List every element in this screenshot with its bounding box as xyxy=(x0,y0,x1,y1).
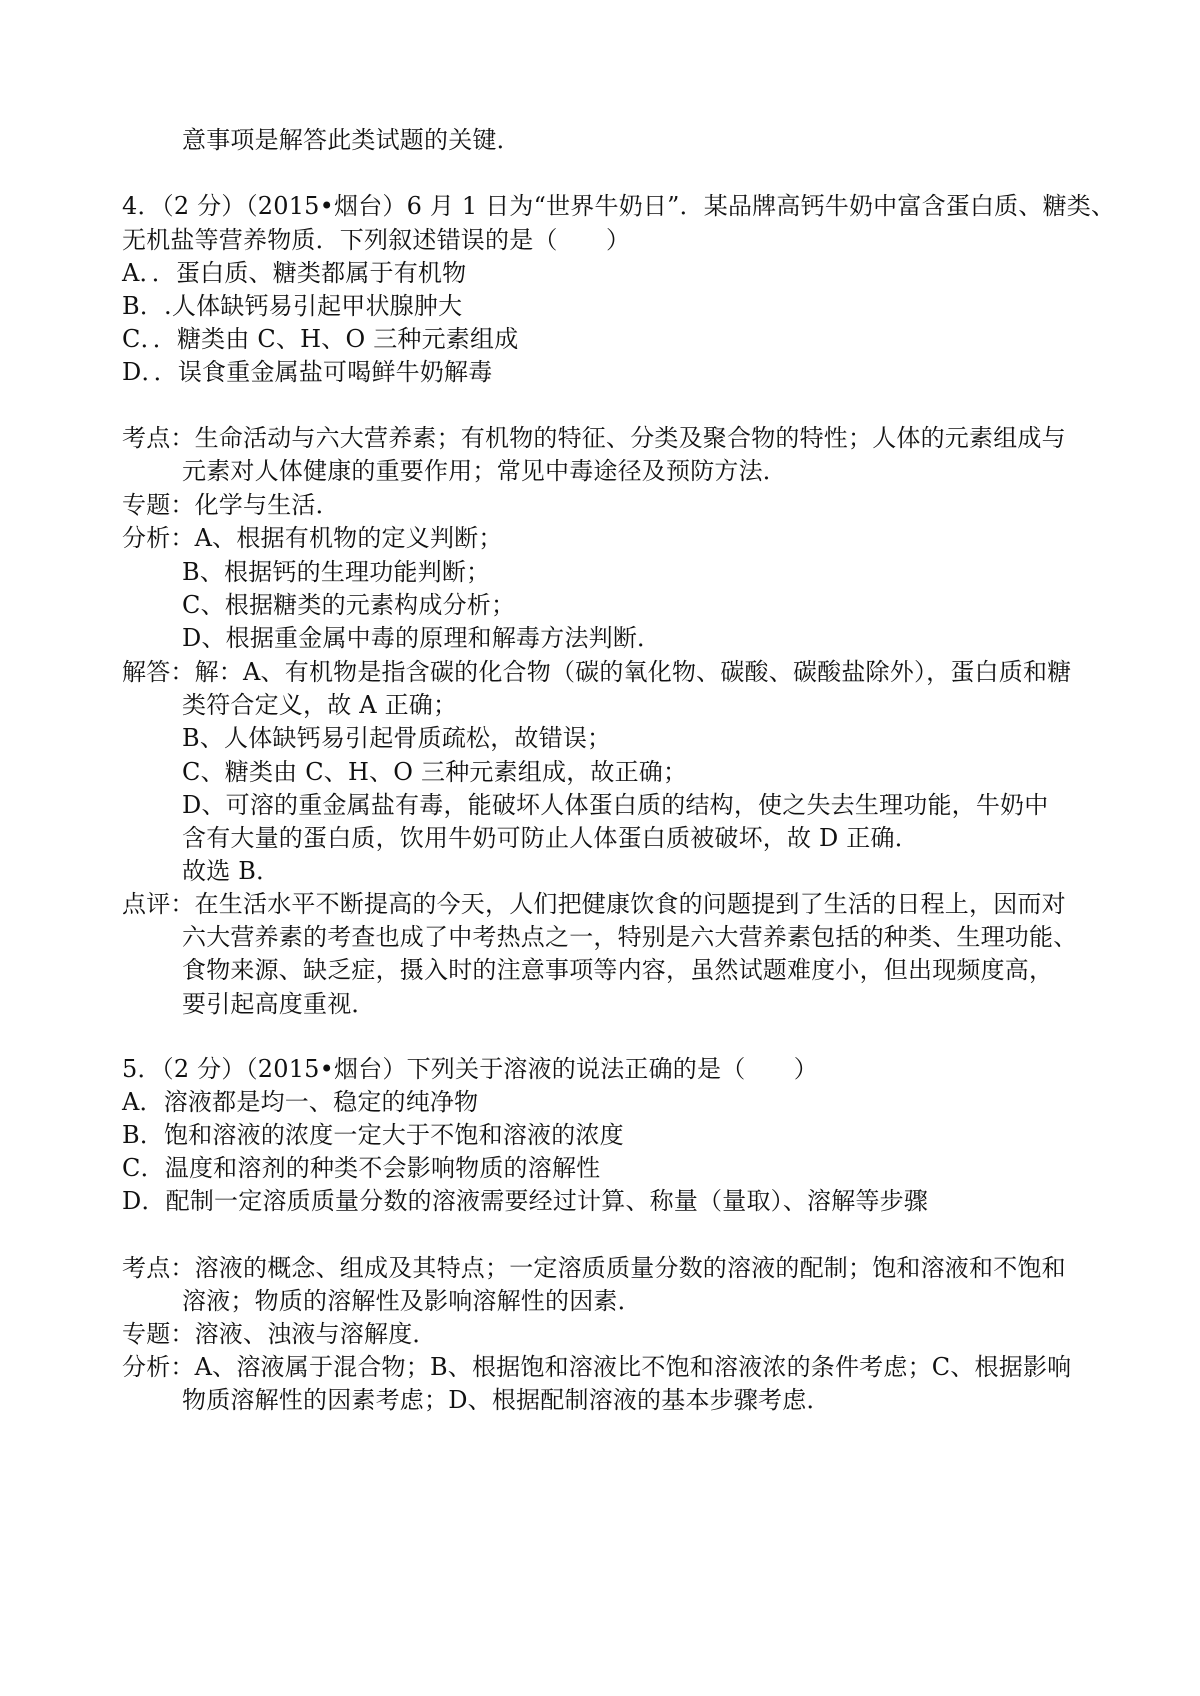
q5-zhuanti xyxy=(122,1316,437,1352)
q5-kaodian-text-2: 溶液；物质的溶解性及影响溶解性的因素． xyxy=(182,1287,642,1315)
previous-comment-tail: 意事项是解答此类试题的关键． xyxy=(182,126,521,154)
q4-fenxi-d: D、根据重金属中毒的原理和解毒方法判断． xyxy=(182,624,662,652)
q4-dianping-line3: 食物来源、缺乏症，摄入时的注意事项等内容，虽然试题难度小，但出现频度高， xyxy=(182,956,1054,984)
q5-option-a: A．溶液都是均一、稳定的纯净物 xyxy=(122,1088,479,1116)
q4-dianping-line2: 六大营养素的考查也成了中考热点之一，特别是六大营养素包括的种类、生理功能、 xyxy=(182,923,1078,951)
q4-dianping-label: 点评： xyxy=(122,890,195,918)
q5-fenxi xyxy=(122,1349,1071,1385)
q5-option-c: C．温度和溶剂的种类不会影响物质的溶解性 xyxy=(122,1154,601,1182)
q4-jieda-line3: B、人体缺钙易引起骨质疏松，故错误； xyxy=(182,724,612,752)
q5-fenxi-label: 分析： xyxy=(122,1353,195,1381)
q5-kaodian-text-1: 溶液的概念、组成及其特点；一定溶质质量分数的溶液的配制；饱和溶液和不饱和 xyxy=(194,1254,1066,1282)
q5-kaodian-label: 考点： xyxy=(122,1254,195,1282)
q4-zhuanti-text: 化学与生活． xyxy=(194,491,340,519)
q4-dianping xyxy=(122,886,1066,922)
q4-jieda-line5: D、可溶的重金属盐有毒，能破坏人体蛋白质的结构，使之失去生理功能，牛奶中 xyxy=(182,791,1049,819)
q4-fenxi-c: C、根据糖类的元素构成分析； xyxy=(182,591,516,619)
q4-option-c: C．．糖类由 C、H、O 三种元素组成 xyxy=(122,325,519,353)
q4-jieda-line6: 含有大量的蛋白质，饮用牛奶可防止人体蛋白质被破坏，故 D 正确． xyxy=(182,824,919,852)
q4-jieda-line4: C、糖类由 C、H、O 三种元素组成，故正确； xyxy=(182,758,688,786)
q5-zhuanti-label: 专题： xyxy=(122,1320,195,1348)
q4-fenxi-a: A、根据有机物的定义判断； xyxy=(194,524,503,552)
q4-option-a: A．．蛋白质、糖类都属于有机物 xyxy=(122,259,467,287)
q4-jieda-line1: 解：A、有机物是指含碳的化合物（碳的氧化物、碳酸、碳酸盐除外），蛋白质和糖 xyxy=(194,658,1072,686)
q4-fenxi-b: B、根据钙的生理功能判断； xyxy=(182,558,491,586)
q4-option-d: D．．误食重金属盐可喝鲜牛奶解毒 xyxy=(122,358,493,386)
q4-zhuanti xyxy=(122,487,340,523)
q4-kaodian xyxy=(122,420,1066,456)
q4-jieda-label: 解答： xyxy=(122,658,195,686)
q4-jieda-line2: 类符合定义，故 A 正确； xyxy=(182,691,458,719)
q5-option-d: D．配制一定溶质质量分数的溶液需要经过计算、称量（量取）、溶解等步骤 xyxy=(122,1187,929,1215)
q4-kaodian-label: 考点： xyxy=(122,424,195,452)
q4-dianping-line4: 要引起高度重视． xyxy=(182,990,376,1018)
q4-zhuanti-label: 专题： xyxy=(122,491,195,519)
q5-option-b: B．饱和溶液的浓度一定大于不饱和溶液的浓度 xyxy=(122,1121,624,1149)
q5-fenxi-text-2: 物质溶解性的因素考虑；D、根据配制溶液的基本步骤考虑． xyxy=(182,1386,831,1414)
q4-fenxi-label: 分析： xyxy=(122,524,195,552)
q4-jieda-line7: 故选 B． xyxy=(182,857,281,885)
q5-fenxi-text-1: A、溶液属于混合物；B、根据饱和溶液比不饱和溶液浓的条件考虑；C、根据影响 xyxy=(194,1353,1072,1381)
q4-kaodian-text-2: 元素对人体健康的重要作用；常见中毒途径及预防方法． xyxy=(182,457,787,485)
q4-dianping-line1: 在生活水平不断提高的今天，人们把健康饮食的问题提到了生活的日程上，因而对 xyxy=(194,890,1066,918)
q4-kaodian-text-1: 生命活动与六大营养素；有机物的特征、分类及聚合物的特性；人体的元素组成与 xyxy=(194,424,1066,452)
q5-stem: 5．（2 分）（2015•烟台）下列关于溶液的说法正确的是（ ） xyxy=(122,1055,819,1083)
q4-fenxi xyxy=(122,520,503,556)
q4-option-b: B．.人体缺钙易引起甲状腺肿大 xyxy=(122,292,463,320)
q4-stem-line1: 4．（2 分）（2015•烟台）6 月 1 日为“世界牛奶日”．某品牌高钙牛奶中富含蛋白质、糖类、 xyxy=(122,192,1116,220)
q5-kaodian xyxy=(122,1250,1066,1286)
q4-stem-line2: 无机盐等营养物质．下列叙述错误的是（ ） xyxy=(122,226,631,254)
q4-jieda xyxy=(122,654,1071,690)
q5-zhuanti-text: 溶液、浊液与溶解度． xyxy=(194,1320,437,1348)
